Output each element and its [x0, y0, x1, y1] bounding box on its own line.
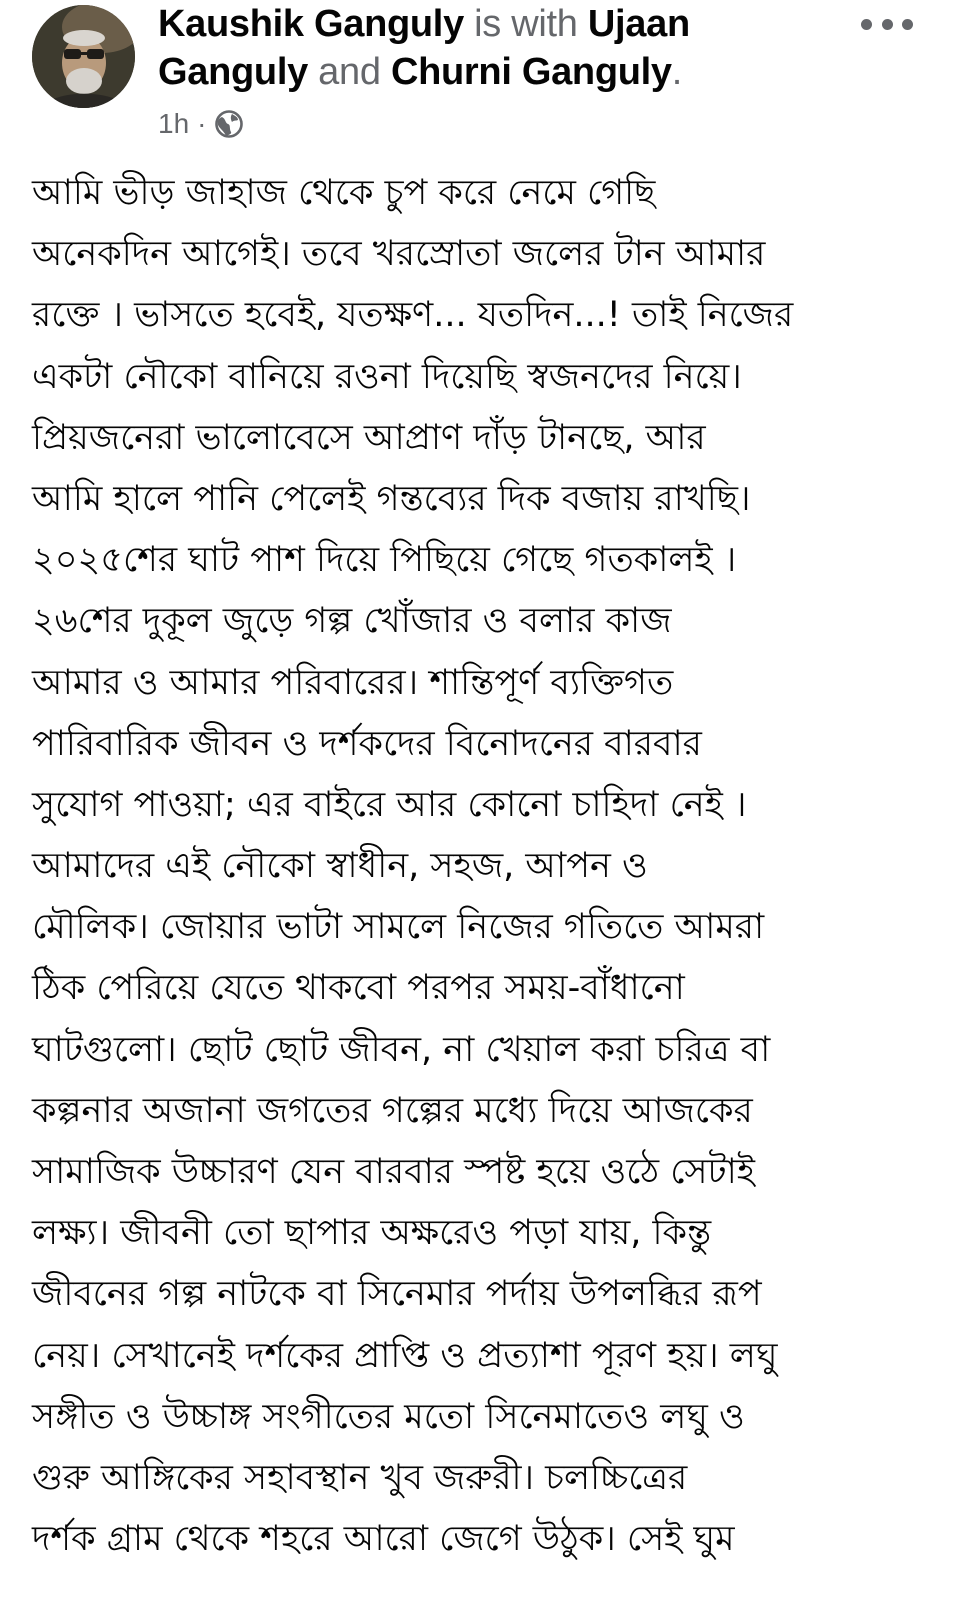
- post-text-line: দর্শক গ্রাম থেকে শহরে আরো জেগে উঠুক। সেই ঘুম: [32, 1519, 735, 1560]
- post-text-line: মৌলিক। জোয়ার ভাটা সামলে নিজের গতিতে আমরা: [32, 907, 765, 948]
- post-text-line: সুযোগ পাওয়া; এর বাইরে আর কোনো চাহিদা নেই ।: [32, 784, 747, 825]
- is-with-text: is with: [463, 3, 588, 45]
- post-text-line: গুরু আঙ্গিকের সহাবস্থান খুব জরুরী। চলচ্চিত্রের: [32, 1457, 688, 1498]
- more-dot: [861, 19, 872, 30]
- post-text-line: ঘাটগুলো। ছোট ছোট জীবন, না খেয়াল করা চরিত্র বা: [32, 1029, 771, 1070]
- post-text-line: আমাদের এই নৌকো স্বাধীন, সহজ, আপন ও: [32, 846, 648, 887]
- post-header: [0, 0, 957, 150]
- more-options-icon[interactable]: [861, 14, 913, 34]
- post-text-line: একটা নৌকো বানিয়ে রওনা দিয়েছি স্বজনদের নিয়ে।: [32, 356, 742, 397]
- author-line: [158, 0, 848, 96]
- post-text-line: ২০২৫শের ঘাট পাশ দিয়ে পিছিয়ে গেছে গতকালই ।: [32, 540, 737, 581]
- avatar[interactable]: [32, 5, 135, 108]
- post-meta: [158, 106, 244, 142]
- post-text-line: ২৬শের দুকূল জুড়ে গল্প খোঁজার ও বলার কাজ: [32, 601, 672, 642]
- post-text-line: ঠিক পেরিয়ে যেতে থাকবো পরপর সময়-বাঁধানো: [32, 968, 685, 1009]
- meta-separator: ·: [197, 108, 207, 139]
- post-text-line: সঙ্গীত ও উচ্চাঙ্গ সংগীতের মতো সিনেমাতেও লঘু ও: [32, 1396, 745, 1437]
- post-text: [32, 163, 932, 1570]
- post-text-line: আমি হালে পানি পেলেই গন্তব্যের দিক বজায় রাখছি।: [32, 478, 751, 519]
- post-text-line: সামাজিক উচ্চারণ যেন বারবার স্পষ্ট হয়ে ওঠে সেটাই: [32, 1152, 755, 1192]
- and-text: and: [307, 51, 391, 93]
- post-text-line: প্রিয়জনেরা ভালোবেসে আপ্রাণ দাঁড় টানছে, আর: [32, 417, 706, 458]
- avatar-photo: [32, 5, 135, 108]
- post-text-line: জীবনের গল্প নাটকে বা সিনেমার পর্দায় উপলব্ধির রূপ: [32, 1274, 762, 1315]
- post-text-line: রক্তে । ভাসতে হবেই, যতক্ষণ... যতদিন...! তাই নিজের: [32, 295, 794, 336]
- post-text-line: কল্পনার অজানা জগতের গল্পের মধ্যে দিয়ে আজকের: [32, 1090, 753, 1131]
- author-name[interactable]: Kaushik Ganguly: [158, 3, 464, 45]
- post-text-line: নেয়। সেখানেই দর্শকের প্রাপ্তি ও প্রত্যাশা পূরণ হয়। লঘু: [32, 1335, 778, 1376]
- period: .: [671, 51, 683, 93]
- tagged-person-1[interactable]: Ujaan Ganguly: [158, 3, 690, 93]
- timestamp[interactable]: 1h: [158, 108, 190, 139]
- post-text-line: লক্ষ্য। জীবনী তো ছাপার অক্ষরেও পড়া যায়, কিন্তু: [32, 1213, 712, 1254]
- post-text-line: আমার ও আমার পরিবারের। শান্তিপূর্ণ ব্যক্তিগত: [32, 662, 674, 703]
- more-dot: [882, 19, 893, 30]
- tagged-person-2[interactable]: Churni Ganguly: [390, 51, 672, 93]
- post-text-line: অনেকদিন আগেই। তবে খরস্রোতা জলের টান আমার: [32, 234, 766, 275]
- globe-icon[interactable]: [214, 109, 244, 139]
- post-text-line: পারিবারিক জীবন ও দর্শকদের বিনোদনের বারবার: [32, 723, 702, 764]
- post-text-line: আমি ভীড় জাহাজ থেকে চুপ করে নেমে গেছি: [32, 173, 656, 213]
- more-dot: [902, 19, 913, 30]
